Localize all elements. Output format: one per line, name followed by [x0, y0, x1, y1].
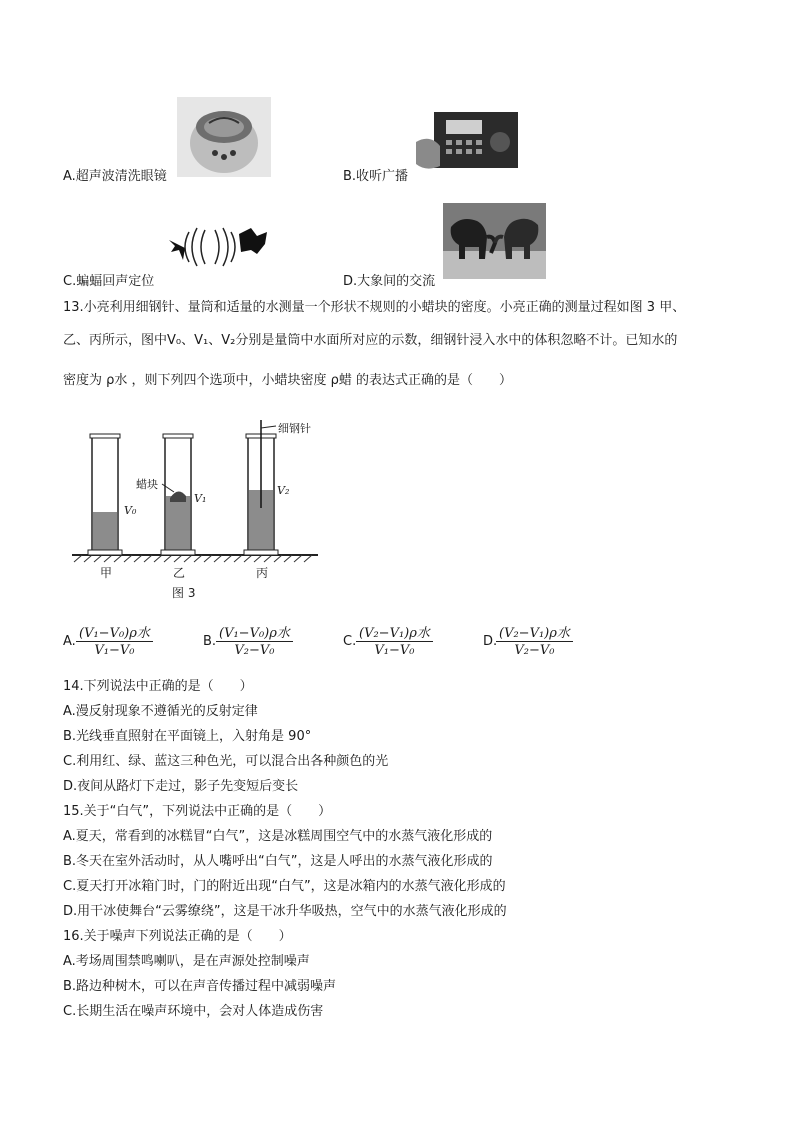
q13-option-d-fraction [496, 622, 573, 658]
q15-option-b: B.冬天在室外活动时，从人嘴呼出“白气”，这是人呼出的水蒸气液化形成的 [63, 854, 493, 869]
cyl-label-yi: 乙 [173, 566, 186, 580]
wax-label: 蜡块 [136, 478, 158, 491]
figure-caption: 图 3 [172, 586, 196, 600]
cylinder-yi [161, 434, 195, 555]
q12-option-a-label: A.超声波清洗眼镜 [63, 169, 167, 184]
elephants-photo [443, 203, 546, 279]
q13-option-b-denominator: V₂−V₀ [234, 643, 275, 658]
radio-photo [416, 102, 518, 176]
q13-option-a-label: A. [63, 634, 76, 649]
q15-option-d: D.用干冰使舞台“云雾缭绕”，这是干冰升华吸热，空气中的水蒸气液化形成的 [63, 904, 507, 919]
bat-echolocation-drawing [163, 222, 273, 272]
q15-option-c: C.夏天打开冰箱门时，门的附近出现“白气”，这是冰箱内的水蒸气液化形成的 [63, 879, 506, 894]
q13-option-a-fraction [76, 622, 153, 658]
needle-label: 细钢针 [278, 422, 311, 435]
q14-option-b: B.光线垂直照射在平面镜上，入射角是 90° [63, 729, 312, 744]
q16-option-b: B.路边种树木，可以在声音传播过程中减弱噪声 [63, 979, 337, 994]
q13-option-c-label: C. [343, 634, 357, 649]
cylinder-jia [88, 434, 122, 555]
v2-label: V₂ [277, 484, 290, 497]
q14-stem: 14.下列说法中正确的是（ ） [63, 679, 253, 694]
q13-option-c-fraction [356, 622, 433, 658]
q13-option-d-denominator: V₂−V₀ [514, 643, 555, 658]
q13-option-d-numerator: (V₂−V₁)ρ水 [499, 626, 570, 641]
figure-3 [70, 412, 330, 607]
q14-option-c: C.利用红、绿、蓝这三种色光，可以混合出各种颜色的光 [63, 754, 389, 769]
q13-line-1: 13.小亮利用细钢针、量筒和适量的水测量一个形状不规则的小蜡块的密度。小亮正确的测量过程如图 3 甲、 [63, 300, 686, 315]
q14-option-d: D.夜间从路灯下走过，影子先变短后变长 [63, 779, 299, 794]
q13-option-c-numerator: (V₂−V₁)ρ水 [359, 626, 430, 641]
cyl-label-jia: 甲 [100, 566, 113, 580]
q13-line-2: 乙、丙所示，图中V₀、V₁、V₂分别是量筒中水面所对应的示数，细钢针浸入水中的体积忽略不计。已知水的 [63, 333, 678, 348]
q13-option-b-label: B. [203, 634, 217, 649]
q16-stem: 16.关于噪声下列说法正确的是（ ） [63, 929, 292, 944]
ultrasonic-cleaner-photo [177, 97, 271, 177]
v1-label: V₁ [194, 492, 207, 505]
q13-line-3: 密度为 ρ水 ，则下列四个选项中，小蜡块密度 ρ蜡 的表达式正确的是（ ） [63, 373, 513, 388]
q15-stem: 15.关于“白气”，下列说法中正确的是（ ） [63, 804, 332, 819]
q12-option-c-label: C.蝙蝠回声定位 [63, 274, 155, 289]
q13-option-b-numerator: (V₁−V₀)ρ水 [219, 626, 290, 641]
q13-option-b-fraction [216, 622, 293, 658]
cyl-label-bing: 丙 [256, 566, 269, 580]
v0-label: V₀ [124, 504, 137, 517]
q13-option-d-label: D. [483, 634, 498, 649]
q16-option-c: C.长期生活在噪声环境中，会对人体造成伤害 [63, 1004, 324, 1019]
q15-option-a: A.夏天，常看到的冰糕冒“白气”，这是冰糕周围空气中的水蒸气液化形成的 [63, 829, 493, 844]
q13-option-a-numerator: (V₁−V₀)ρ水 [79, 626, 150, 641]
q13-option-a-denominator: V₁−V₀ [94, 643, 135, 658]
q13-option-c-denominator: V₁−V₀ [374, 643, 415, 658]
q16-option-a: A.考场周围禁鸣喇叭，是在声源处控制噪声 [63, 954, 310, 969]
cylinder-bing [244, 420, 278, 555]
q12-option-d-label: D.大象间的交流 [343, 274, 436, 289]
q14-option-a: A.漫反射现象不遵循光的反射定律 [63, 704, 258, 719]
q12-option-b-label: B.收听广播 [343, 169, 409, 184]
